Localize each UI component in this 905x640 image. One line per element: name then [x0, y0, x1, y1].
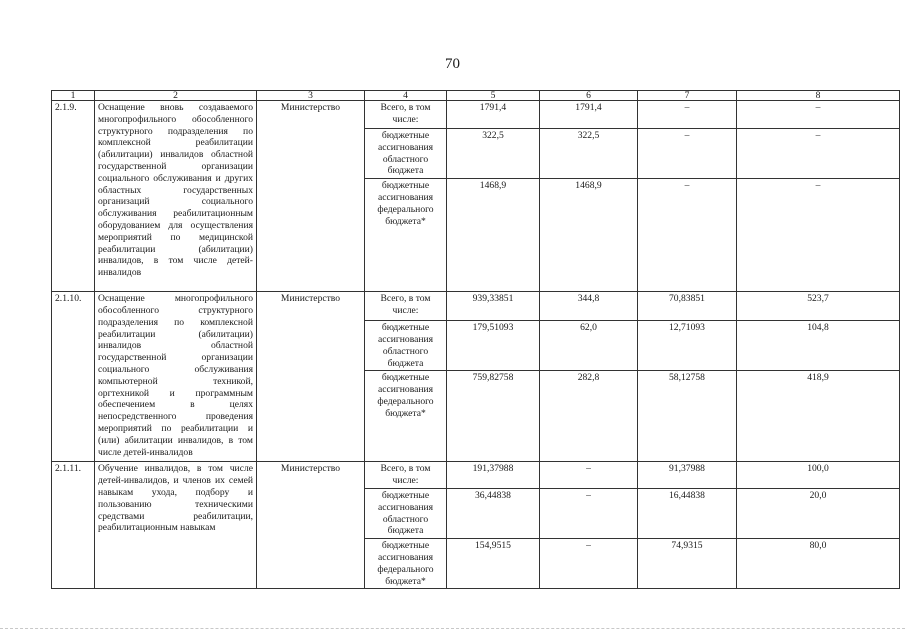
value-col6: 344,8	[540, 292, 638, 321]
col-header-5: 5	[447, 91, 540, 101]
value-col5: 1791,4	[447, 101, 540, 129]
value-col7: 74,9315	[638, 539, 737, 589]
value-col8: 20,0	[737, 488, 900, 538]
table-row	[52, 292, 900, 321]
value-col7: 70,83851	[638, 292, 737, 321]
value-col5: 759,82758	[447, 371, 540, 462]
table-row	[52, 101, 900, 129]
col-header-6: 6	[540, 91, 638, 101]
value-col5: 36,44838	[447, 488, 540, 538]
item-number: 2.1.9.	[52, 101, 95, 292]
value-col5: 322,5	[447, 129, 540, 179]
value-col6: 1791,4	[540, 101, 638, 129]
funding-source: бюджетные ассигнования федерального бюджета*	[365, 371, 447, 462]
value-col8: –	[737, 129, 900, 179]
page-number: 70	[445, 56, 460, 72]
value-col6: 322,5	[540, 129, 638, 179]
value-col6: –	[540, 539, 638, 589]
value-col5: 179,51093	[447, 321, 540, 371]
value-col5: 154,9515	[447, 539, 540, 589]
item-number: 2.1.11.	[52, 462, 95, 589]
col-header-4: 4	[365, 91, 447, 101]
value-col8: 100,0	[737, 462, 900, 489]
value-col7: –	[638, 179, 737, 292]
value-col6: 282,8	[540, 371, 638, 462]
funding-source: бюджетные ассигнования областного бюджета	[365, 129, 447, 179]
item-executor: Министерство	[257, 292, 365, 462]
item-name: Оснащение вновь создаваемого многопрофильного обособленного структурного подразделения по комплексной реабилитации (абилитации) инвалидов областной государственной организации социального обслуживания и других областных государственных организаций социального обслуживания реабилитационным оборудованием для осуществления мероприятий по медицинской реабилитации (абилитации) инвалидов, в том числе детей-инвалидов	[95, 101, 257, 292]
col-header-8: 8	[737, 91, 900, 101]
budget-table	[51, 90, 900, 589]
header-row	[52, 91, 900, 101]
value-col7: –	[638, 101, 737, 129]
value-col7: 16,44838	[638, 488, 737, 538]
value-col7: 58,12758	[638, 371, 737, 462]
funding-source: Всего, в том числе:	[365, 462, 447, 489]
table-row	[52, 462, 900, 489]
item-name: Обучение инвалидов, в том числе детей-инвалидов, и членов их семей навыкам ухода, подбору и пользованию техническими средствами реабилитации, реабилитационным навыкам	[95, 462, 257, 589]
item-executor: Министерство	[257, 101, 365, 292]
item-number: 2.1.10.	[52, 292, 95, 462]
value-col5: 1468,9	[447, 179, 540, 292]
col-header-3: 3	[257, 91, 365, 101]
funding-source: бюджетные ассигнования областного бюджета	[365, 321, 447, 371]
funding-source: бюджетные ассигнования федерального бюджета*	[365, 539, 447, 589]
funding-source: Всего, в том числе:	[365, 101, 447, 129]
value-col8: –	[737, 179, 900, 292]
funding-source: бюджетные ассигнования областного бюджета	[365, 488, 447, 538]
value-col7: 91,37988	[638, 462, 737, 489]
value-col8: 523,7	[737, 292, 900, 321]
col-header-1: 1	[52, 91, 95, 101]
value-col5: 191,37988	[447, 462, 540, 489]
value-col6: –	[540, 462, 638, 489]
value-col6: –	[540, 488, 638, 538]
item-name: Оснащение многопрофильного обособленного структурного подразделения по комплексной реабилитации (абилитации) инвалидов областной государственной организации социального обслуживания компьютерной техникой, оргтехникой и программным обеспечением в целях непосредственного проведения мероприятий по реабилитации и (или) абилитации инвалидов, в том числе детей-инвалидов	[95, 292, 257, 462]
value-col5: 939,33851	[447, 292, 540, 321]
value-col8: 418,9	[737, 371, 900, 462]
funding-source: бюджетные ассигнования федерального бюджета*	[365, 179, 447, 292]
value-col8: 104,8	[737, 321, 900, 371]
item-executor: Министерство	[257, 462, 365, 589]
value-col8: 80,0	[737, 539, 900, 589]
col-header-7: 7	[638, 91, 737, 101]
value-col8: –	[737, 101, 900, 129]
funding-source: Всего, в том числе:	[365, 292, 447, 321]
col-header-2: 2	[95, 91, 257, 101]
value-col6: 1468,9	[540, 179, 638, 292]
value-col7: 12,71093	[638, 321, 737, 371]
value-col7: –	[638, 129, 737, 179]
scan-artifact-line	[0, 628, 905, 631]
value-col6: 62,0	[540, 321, 638, 371]
